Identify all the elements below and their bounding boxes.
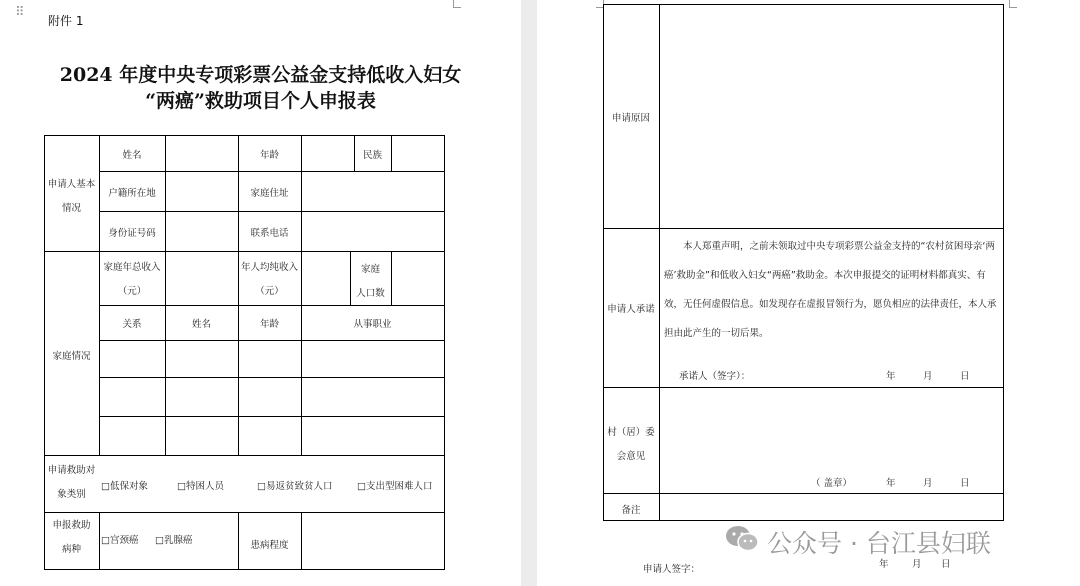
committee-year: 年 bbox=[886, 478, 896, 489]
aid-category-section-label: 申请救助对 象类别 bbox=[47, 465, 96, 500]
committee-seal: （ 盖章） bbox=[811, 478, 853, 489]
basic-info-section-label: 申请人基本 情况 bbox=[47, 179, 96, 214]
id-number-label: 身份证号码 bbox=[108, 228, 156, 239]
signature-year: 年 bbox=[879, 559, 889, 570]
hukou-label: 户籍所在地 bbox=[108, 188, 156, 199]
watermark bbox=[725, 524, 991, 560]
family-section-label: 家庭情况 bbox=[52, 351, 91, 362]
aid-option-fanpin[interactable]: □易返贫致贫人口 bbox=[257, 481, 333, 492]
member-name-header: 姓名 bbox=[191, 319, 211, 330]
committee-label: 村（居）委 会意见 bbox=[607, 427, 655, 462]
watermark-text: 公众号 · 台江县妇联 bbox=[767, 529, 991, 558]
margin-mark bbox=[453, 0, 461, 8]
committee-day: 日 bbox=[960, 478, 970, 489]
pledge-month: 月 bbox=[923, 371, 933, 382]
pledge-label: 申请人承诺 bbox=[607, 304, 655, 315]
phone-label: 联系电话 bbox=[250, 228, 289, 239]
severity-label: 患病程度 bbox=[250, 540, 289, 551]
wechat-icon bbox=[725, 525, 759, 559]
drag-handle-icon[interactable]: ⠿ bbox=[15, 5, 26, 20]
aid-option-tekun[interactable]: □特困人员 bbox=[177, 481, 224, 492]
pledge-text: 本人郑重声明，之前未领取过中央专项彩票公益金支持的“农村贫困母亲‘两癌’救助金”和低收入妇女“两癌”救助金。本次申报提交的证明材料都真实、有效，无任何虚假信息。如发现存在虚报冒领行为，愿负相应的法律责任，本人承担由此产生的一切后果。 bbox=[664, 241, 997, 339]
disease-section-label: 申报救助 病种 bbox=[52, 520, 91, 555]
page-gutter bbox=[521, 0, 537, 586]
relation-header: 关系 bbox=[122, 319, 142, 330]
name-label: 姓名 bbox=[122, 150, 142, 161]
annex-label: 附件 1 bbox=[48, 14, 84, 28]
reason-label: 申请原因 bbox=[611, 113, 650, 124]
disease-option-cervical[interactable]: □宫颈癌 bbox=[101, 535, 139, 546]
form-title-line2: “两癌”救助项目个人申报表 bbox=[145, 90, 376, 112]
pledge-year: 年 bbox=[886, 371, 896, 382]
occupation-header: 从事职业 bbox=[353, 319, 392, 330]
pledge-day: 日 bbox=[960, 371, 970, 382]
ethnicity-label: 民族 bbox=[362, 150, 382, 161]
address-label: 家庭住址 bbox=[250, 188, 289, 199]
household-size-label: 家庭 人口数 bbox=[356, 264, 385, 299]
total-income-label: 家庭年总收入 （元） bbox=[103, 262, 161, 297]
aid-option-dibao[interactable]: □低保对象 bbox=[101, 481, 148, 492]
disease-option-breast[interactable]: □乳腺癌 bbox=[155, 535, 193, 546]
aid-option-zhichu[interactable]: □支出型困难人口 bbox=[357, 481, 433, 492]
remarks-label: 备注 bbox=[621, 505, 641, 516]
applicant-signature-label: 申请人签字： bbox=[643, 564, 701, 575]
margin-mark bbox=[1009, 0, 1017, 8]
age-label: 年龄 bbox=[259, 150, 279, 161]
signature-day: 日 bbox=[941, 559, 951, 570]
signature-month: 月 bbox=[912, 559, 922, 570]
per-capita-income-label: 年人均纯收入 （元） bbox=[240, 262, 298, 297]
committee-month: 月 bbox=[923, 478, 933, 489]
pledge-signer-label: 承诺人（签字）： bbox=[679, 371, 751, 382]
member-age-header: 年龄 bbox=[259, 319, 279, 330]
form-title-line1: 2024 年度中央专项彩票公益金支持低收入妇女 bbox=[59, 64, 462, 86]
